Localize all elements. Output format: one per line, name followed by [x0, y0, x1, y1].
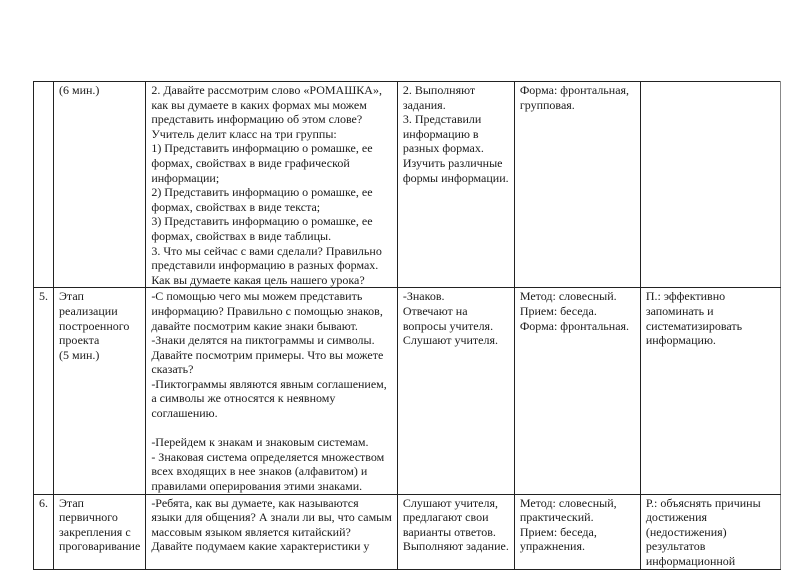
stage-line: проекта	[59, 333, 100, 348]
methods-cell	[514, 288, 640, 494]
text-line: предлагают свои	[402, 510, 489, 525]
text-line: (недостижения)	[645, 524, 727, 539]
text-line: как вы думаете в каких формах мы можем	[151, 97, 367, 112]
blank-line	[151, 421, 392, 436]
table-row	[34, 288, 781, 494]
text-line: информацию? Правильно с помощью знаков,	[151, 303, 383, 318]
text-line: Метод: словесный.	[519, 289, 617, 304]
text-line: 2. Давайте рассмотрим слово «РОМАШКА»,	[151, 83, 382, 97]
text-line: давайте посмотрим какие знаки бывают.	[151, 318, 358, 333]
text-line: Изучить различные	[402, 155, 503, 170]
stage-line: построенного	[59, 318, 130, 333]
teacher-activity-cell	[146, 82, 398, 288]
lesson-plan-table	[33, 81, 781, 570]
text-line: Метод: словесный,	[519, 495, 617, 510]
text-line: формах, свойствах в виде текста;	[151, 199, 321, 214]
row-number-cell	[34, 82, 54, 288]
text-line: информацию.	[645, 333, 716, 348]
text-line: вопросы учителя.	[402, 318, 494, 333]
text-line: разных формах.	[402, 141, 484, 156]
text-line: языки для общения? А знали ли вы, что самым	[151, 510, 392, 525]
text-line: запоминать и	[645, 303, 714, 318]
text-line: Форма: фронтальная.	[519, 318, 630, 333]
text-line: Прием: беседа.	[519, 303, 597, 318]
text-line: -Знаки делятся на пиктограммы и символы.	[151, 333, 375, 348]
text-line: формах, свойствах в виде таблицы.	[151, 228, 332, 243]
text-line: 2. Выполняют	[402, 83, 476, 97]
text-line: правилами оперирования этими знаками.	[151, 479, 363, 494]
student-activity-cell	[397, 82, 514, 288]
text-line: -Знаков.	[402, 289, 445, 304]
text-line: Выполняют задание.	[402, 539, 509, 554]
text-line: варианты ответов.	[402, 524, 496, 539]
teacher-activity-cell	[146, 288, 398, 494]
stage-cell	[54, 494, 146, 569]
text-line: Давайте подумаем какие характеристики у	[151, 539, 370, 554]
text-line: -Пиктограммы являются явным соглашением,	[151, 376, 387, 391]
text-line: а символы же относятся к неявному	[151, 391, 336, 406]
text-line: 3) Представить информацию о ромашке, ее	[151, 214, 373, 229]
text-line: Учитель делит класс на три группы:	[151, 126, 337, 141]
results-cell	[640, 82, 780, 288]
text-line: достижения	[645, 510, 708, 525]
stage-line: проговаривание	[59, 539, 141, 554]
text-line: практический.	[519, 510, 594, 525]
text-line: 2) Представить информацию о ромашке, ее	[151, 185, 373, 200]
text-line: информационной	[645, 554, 736, 568]
stage-line: закрепления с	[59, 524, 131, 539]
text-line: Р.: объяснять причины	[645, 495, 761, 510]
results-cell	[640, 288, 780, 494]
text-line: П.: эффективно	[645, 289, 726, 304]
text-line: упражнения.	[519, 539, 585, 554]
text-line: информацию в	[402, 126, 479, 141]
teacher-activity-cell	[146, 494, 398, 569]
text-line: Форма: фронтальная,	[519, 83, 630, 97]
stage-line: реализации	[59, 303, 118, 318]
text-line: систематизировать	[645, 318, 743, 333]
methods-cell	[514, 82, 640, 288]
text-line: -Ребята, как вы думаете, как называются	[151, 495, 359, 510]
text-line: задания.	[402, 97, 446, 112]
methods-cell	[514, 494, 640, 569]
text-line: групповая.	[519, 97, 575, 112]
row-number-cell: 6.	[34, 494, 54, 569]
text-line: 3. Что мы сейчас с вами сделали? Правильно	[151, 243, 382, 258]
stage-line: (6 мин.)	[59, 83, 100, 97]
stage-line: Этап	[59, 495, 84, 510]
text-line: Прием: беседа,	[519, 524, 597, 539]
text-line: 1) Представить информацию о ромашке, ее	[151, 141, 373, 156]
student-activity-cell	[397, 494, 514, 569]
stage-line: (5 мин.)	[59, 347, 100, 362]
text-line: -Перейдем к знакам и знаковым системам.	[151, 435, 369, 450]
text-line: Давайте посмотрим примеры. Что вы можете	[151, 347, 384, 362]
text-line: всех входящих в нее знаков (алфавитом) и	[151, 464, 368, 479]
text-line: представили информацию в разных формах.	[151, 258, 379, 273]
text-line: Слушают учителя.	[402, 333, 498, 348]
stage-cell	[54, 82, 146, 288]
text-line: сказать?	[151, 362, 194, 377]
text-line: массовым языком является китайский?	[151, 524, 351, 539]
text-line: информации;	[151, 170, 220, 185]
row-number-cell: 5.	[34, 288, 54, 494]
text-line: формах, свойствах в виде графической	[151, 155, 350, 170]
student-activity-cell	[397, 288, 514, 494]
stage-cell	[54, 288, 146, 494]
stage-line: первичного	[59, 510, 118, 525]
results-cell	[640, 494, 780, 569]
stage-line: Этап	[59, 289, 84, 304]
text-line: формы информации.	[402, 170, 509, 185]
text-line: Слушают учителя,	[402, 495, 498, 510]
text-line: результатов	[645, 539, 706, 554]
text-line: 3. Представили	[402, 112, 482, 127]
text-line: -С помощью чего мы можем представить	[151, 289, 363, 304]
text-line: Как вы думаете какая цель нашего урока?	[151, 272, 365, 287]
text-line: Отвечают на	[402, 303, 468, 318]
table-row	[34, 82, 781, 288]
text-line: представить информацию об этом слове?	[151, 112, 363, 127]
text-line: - Знаковая система определяется множеством	[151, 449, 385, 464]
table-row	[34, 494, 781, 569]
text-line: соглашению.	[151, 406, 218, 421]
